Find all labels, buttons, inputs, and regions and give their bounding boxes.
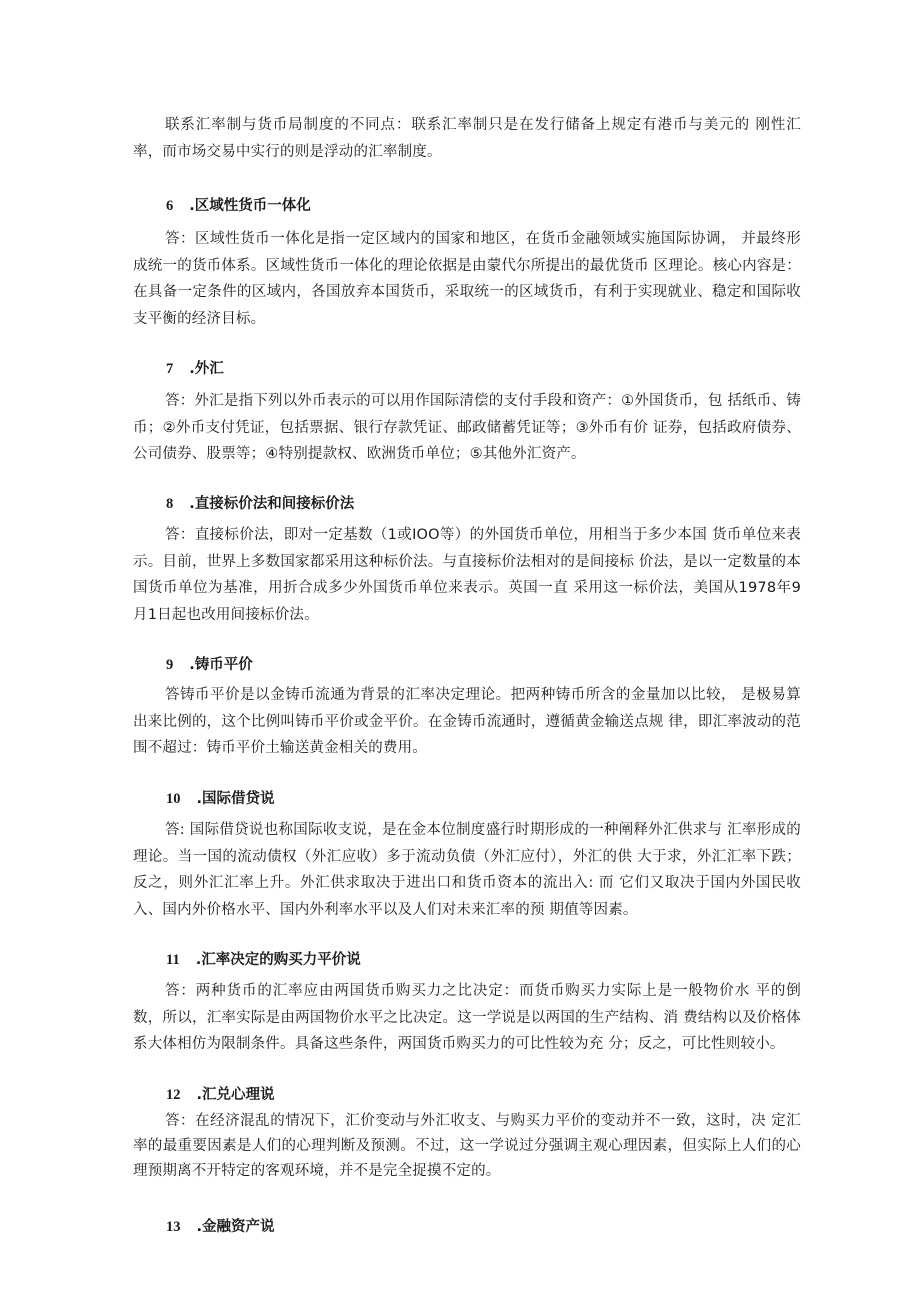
section-heading-12 — [166, 1083, 275, 1104]
section-number: 8 — [166, 496, 174, 512]
section-title: .铸币平价 — [189, 657, 253, 673]
section-title: .区域性货币一体化 — [189, 198, 311, 214]
section-paragraph: 答：在经济混乱的情况下，汇价变动与外汇收支、与购买力平价的变动并不一致，这时，决 定汇率的最重要因素是人们的心理判断及预测。不过，这一学说过分强调主观心理因素，但实际上人们的心理预期离不开特定的客观环境，并不是完全捉摸不定的。 — [133, 1113, 801, 1179]
section-heading-8 — [166, 492, 354, 513]
section-paragraph: 答铸币平价是以金铸币流通为背景的汇率决定理论。把两种铸币所含的金量加以比较， 是极易算出来比例的，这个比例叫铸币平价或金平价。在金铸币流通时，遵循黄金输送点规 律，即汇率波动的范围不超过：铸币平价土输送黄金相关的费用。 — [133, 687, 801, 756]
section-title: .国际借贷说 — [196, 791, 275, 807]
section-title: .直接标价法和间接标价法 — [189, 496, 355, 512]
intro-paragraph: 联系汇率制与货币局制度的不同点：联系汇率制只是在发行储备上规定有港币与美元的 刚性汇率，而市场交易中实行的则是浮动的汇率制度。 — [133, 117, 801, 160]
section-body-8 — [133, 522, 801, 628]
section-number: 7 — [166, 361, 174, 377]
section-number: 13 — [166, 1219, 181, 1235]
section-heading-6 — [166, 194, 311, 215]
section-body-11 — [133, 978, 801, 1058]
section-body-10 — [133, 817, 801, 923]
section-number: 10 — [166, 791, 181, 807]
section-title: .汇率决定的购买力平价说 — [195, 952, 361, 968]
section-paragraph: 答：区域性货币一体化是指一定区域内的国家和地区，在货币金融领域实施国际协调， 并最终形成统一的货币体系。区域性货币一体化的理论依据是由蒙代尔所提出的最优货币 区理论。核心内容是：在具备一定条件的区域内，各国放弃本国货币，采取统一的区域货币，有利于实现就业、稳定和国际收支平衡的经济目标。 — [133, 231, 801, 327]
section-number: 12 — [166, 1087, 181, 1103]
section-number: 11 — [166, 952, 180, 968]
section-paragraph: 答：两种货币的汇率应由两国货币购买力之比决定：而货币购买力实际上是一般物价水 平的倒数，所以，汇率实际是由两国物价水平之比决定。这一学说是以两国的生产结构、消 费结构以及价格体系大体相仿为限制条件。具备这些条件，两国货币购买力的可比性较为充 分；反之，可比性则较小。 — [133, 983, 801, 1052]
section-body-12 — [133, 1109, 801, 1184]
section-title: .外汇 — [189, 361, 224, 377]
section-heading-13 — [166, 1215, 275, 1236]
section-paragraph: 答：直接标价法，即对一定基数（1或IOO等）的外国货币单位，用相当于多少本国 货币单位来表示。目前，世界上多数国家都采用这种标价法。与直接标价法相对的是间接标 价法，是以一定数量的本国货币单位为基准，用折合成多少外国货币单位来表示。英国一直 采用这一标价法，美国从1978年9月1日起也改用间接标价法。 — [133, 527, 801, 623]
section-heading-9 — [166, 653, 253, 674]
section-heading-7 — [166, 357, 224, 378]
section-body-6 — [133, 226, 801, 332]
section-number: 9 — [166, 657, 174, 673]
section-heading-11 — [166, 948, 361, 969]
section-number: 6 — [166, 198, 174, 214]
section-title: .汇兑心理说 — [196, 1087, 275, 1103]
section-paragraph: 答：外汇是指下列以外币表示的可以用作国际清偿的支付手段和资产：①外国货币，包 括纸币、铸币；②外币支付凭证，包括票据、银行存款凭证、邮政储蓄凭证等；③外币有价 证券，包括政府债券、公司债券、股票等；④特别提款权、欧洲货币单位；⑤其他外汇资产。 — [133, 393, 801, 462]
section-heading-10 — [166, 787, 275, 808]
section-body-9 — [133, 682, 801, 762]
intro-paragraph-block — [133, 112, 801, 165]
section-body-7 — [133, 388, 801, 468]
section-paragraph: 答: 国际借贷说也称国际收支说，是在金本位制度盛行时期形成的一种阐释外汇供求与 汇率形成的理论。当一国的流动债权（外汇应收）多于流动负债（外汇应付），外汇的供 大于求，外汇汇率下跌；反之，则外汇汇率上升。外汇供求取决于进出口和货币资本的流出入: 而 它们又取决于国内外国民收入、国内外价格水平、国内外利率水平以及人们对未来汇率的预 期值等因素。 — [133, 822, 801, 918]
section-title: .金融资产说 — [196, 1219, 275, 1235]
